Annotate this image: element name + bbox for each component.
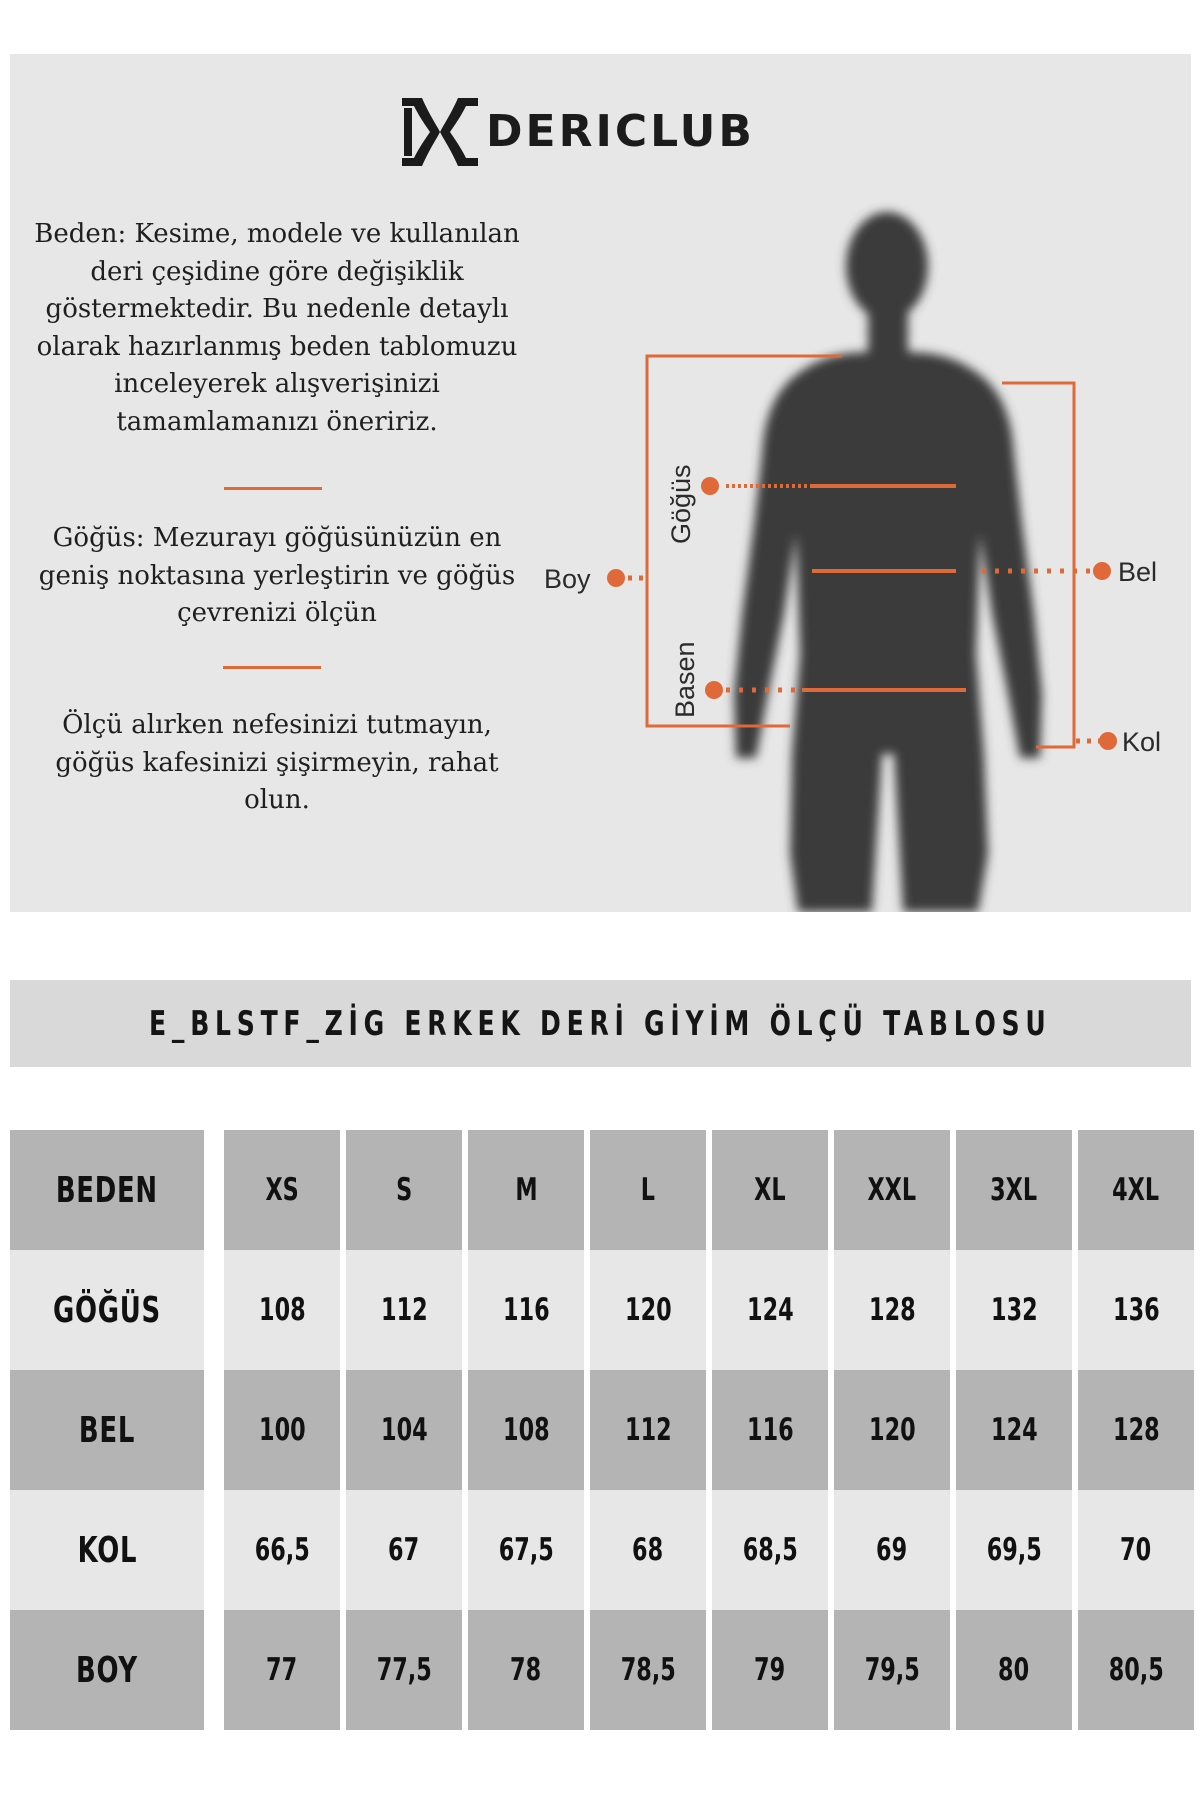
- table-cell: [346, 1610, 462, 1730]
- table-cell: [712, 1610, 828, 1730]
- table-cell: [834, 1490, 950, 1610]
- table-cell: [590, 1370, 706, 1490]
- table-cell: [1078, 1370, 1194, 1490]
- row-label-text: KOL: [77, 1529, 137, 1571]
- header-size-l-text: L: [640, 1172, 656, 1208]
- table-cell: [468, 1250, 584, 1370]
- table-cell: [1078, 1250, 1194, 1370]
- header-size-xs: [224, 1130, 340, 1250]
- header-size-s-text: S: [395, 1172, 413, 1208]
- table-cell-text: 104: [380, 1412, 428, 1448]
- header-size-m-text: M: [514, 1172, 538, 1208]
- table-cell-text: 116: [746, 1412, 794, 1448]
- row-label-text: BEL: [78, 1409, 136, 1451]
- header-size-m: [468, 1130, 584, 1250]
- table-cell-text: 68,5: [742, 1532, 798, 1568]
- waist-marker-dot: [1093, 562, 1111, 580]
- info-paragraph-tip: Ölçü alırken nefesinizi tutmayın, göğüs kafesinizi şişirmeyin, rahat olun.: [55, 710, 499, 815]
- table-cell-text: 79: [754, 1652, 786, 1688]
- table-cell-text: 70: [1120, 1532, 1152, 1568]
- label-gogus: Göğüs: [666, 464, 696, 544]
- table-cell: [224, 1250, 340, 1370]
- table-cell-text: 68: [632, 1532, 664, 1568]
- table-cell: [956, 1490, 1072, 1610]
- header-size-4xl-text: 4XL: [1112, 1172, 1160, 1208]
- table-cell: [346, 1370, 462, 1490]
- table-cell: [956, 1370, 1072, 1490]
- label-boy: Boy: [544, 564, 591, 594]
- chest-marker-dot: [701, 477, 719, 495]
- table-cell-text: 69,5: [986, 1532, 1042, 1568]
- label-basen: Basen: [670, 641, 700, 718]
- height-marker-dot: [607, 569, 625, 587]
- header-size-3xl: [956, 1130, 1072, 1250]
- table-cell-text: 77: [266, 1652, 298, 1688]
- table-cell-text: 120: [868, 1412, 916, 1448]
- header-size-xs-text: XS: [265, 1172, 299, 1208]
- info-paragraph-chest: Göğüs: Mezurayı göğüsünüzün en geniş noktasına yerleştirin ve göğüs çevrenizi ölçün: [38, 523, 516, 628]
- table-cell: [224, 1490, 340, 1610]
- hip-marker-dot: [705, 681, 723, 699]
- header-size-4xl: [1078, 1130, 1194, 1250]
- table-cell: [712, 1250, 828, 1370]
- header-size-xl-text: XL: [754, 1172, 786, 1208]
- row-label-text: GÖĞÜS: [53, 1289, 161, 1331]
- table-cell-text: 116: [502, 1292, 550, 1328]
- row-label: [10, 1250, 204, 1370]
- table-cell: [468, 1370, 584, 1490]
- table-cell-text: 124: [990, 1412, 1038, 1448]
- table-cell-text: 108: [258, 1292, 306, 1328]
- table-cell-text: 132: [990, 1292, 1038, 1328]
- size-chart-title: E_BLSTF_ZİG ERKEK DERİ GİYİM ÖLÇÜ TABLOSU: [149, 1003, 1052, 1044]
- table-cell: [346, 1250, 462, 1370]
- table-cell: [346, 1490, 462, 1610]
- header-size-xxl-text: XXL: [867, 1172, 917, 1208]
- table-cell: [468, 1490, 584, 1610]
- table-cell: [1078, 1490, 1194, 1610]
- table-cell: [834, 1370, 950, 1490]
- header-size-3xl-text: 3XL: [990, 1172, 1038, 1208]
- table-cell: [590, 1250, 706, 1370]
- table-cell: [712, 1490, 828, 1610]
- info-paragraph-size: Beden: Kesime, modele ve kullanılan deri çeşidine göre değişiklik göstermektedir. Bu nedenle detaylı olarak hazırlanmış beden tablomuzu inceleyerek alışverişinizi tamamlamanızı öneririz.: [34, 219, 520, 437]
- sleeve-marker-dot: [1099, 732, 1117, 750]
- table-cell-text: 67: [388, 1532, 420, 1568]
- table-cell-text: 112: [380, 1292, 428, 1328]
- table-cell: [224, 1610, 340, 1730]
- row-label: [10, 1610, 204, 1730]
- table-cell-text: 79,5: [864, 1652, 920, 1688]
- table-cell-text: 80: [998, 1652, 1030, 1688]
- header-size-l: [590, 1130, 706, 1250]
- label-kol: Kol: [1122, 727, 1162, 757]
- size-chart-table: [10, 1130, 1191, 1728]
- table-cell: [956, 1250, 1072, 1370]
- table-cell-text: 69: [876, 1532, 908, 1568]
- table-cell: [224, 1370, 340, 1490]
- table-cell: [468, 1610, 584, 1730]
- table-cell: [590, 1610, 706, 1730]
- size-chart-title-bar: [10, 980, 1191, 1067]
- measurement-guide-panel: [10, 54, 1191, 912]
- header-size-s: [346, 1130, 462, 1250]
- row-label-text: BOY: [76, 1649, 138, 1691]
- header-beden-text: BEDEN: [56, 1169, 158, 1211]
- table-cell-text: 78,5: [620, 1652, 676, 1688]
- table-cell-text: 67,5: [498, 1532, 554, 1568]
- body-silhouette-icon: [734, 212, 1042, 912]
- brand-name: DERICLUB: [486, 106, 755, 157]
- table-cell-text: 108: [502, 1412, 550, 1448]
- table-cell: [834, 1610, 950, 1730]
- table-cell: [956, 1610, 1072, 1730]
- table-cell-text: 100: [258, 1412, 306, 1448]
- table-cell-text: 128: [1112, 1412, 1160, 1448]
- row-label: [10, 1490, 204, 1610]
- row-label: [10, 1370, 204, 1490]
- header-size-xxl: [834, 1130, 950, 1250]
- table-cell: [834, 1250, 950, 1370]
- table-cell-text: 80,5: [1108, 1652, 1164, 1688]
- table-cell-text: 124: [746, 1292, 794, 1328]
- table-cell-text: 120: [624, 1292, 672, 1328]
- body-measurement-figure: [10, 54, 1191, 912]
- table-cell-text: 136: [1112, 1292, 1160, 1328]
- table-cell-text: 77,5: [376, 1652, 432, 1688]
- table-cell-text: 128: [868, 1292, 916, 1328]
- table-cell: [1078, 1610, 1194, 1730]
- label-bel: Bel: [1118, 557, 1158, 587]
- table-cell: [712, 1370, 828, 1490]
- table-cell-text: 78: [510, 1652, 542, 1688]
- header-size-xl: [712, 1130, 828, 1250]
- header-beden: [10, 1130, 204, 1250]
- table-cell: [590, 1490, 706, 1610]
- table-cell-text: 66,5: [254, 1532, 310, 1568]
- table-cell-text: 112: [624, 1412, 672, 1448]
